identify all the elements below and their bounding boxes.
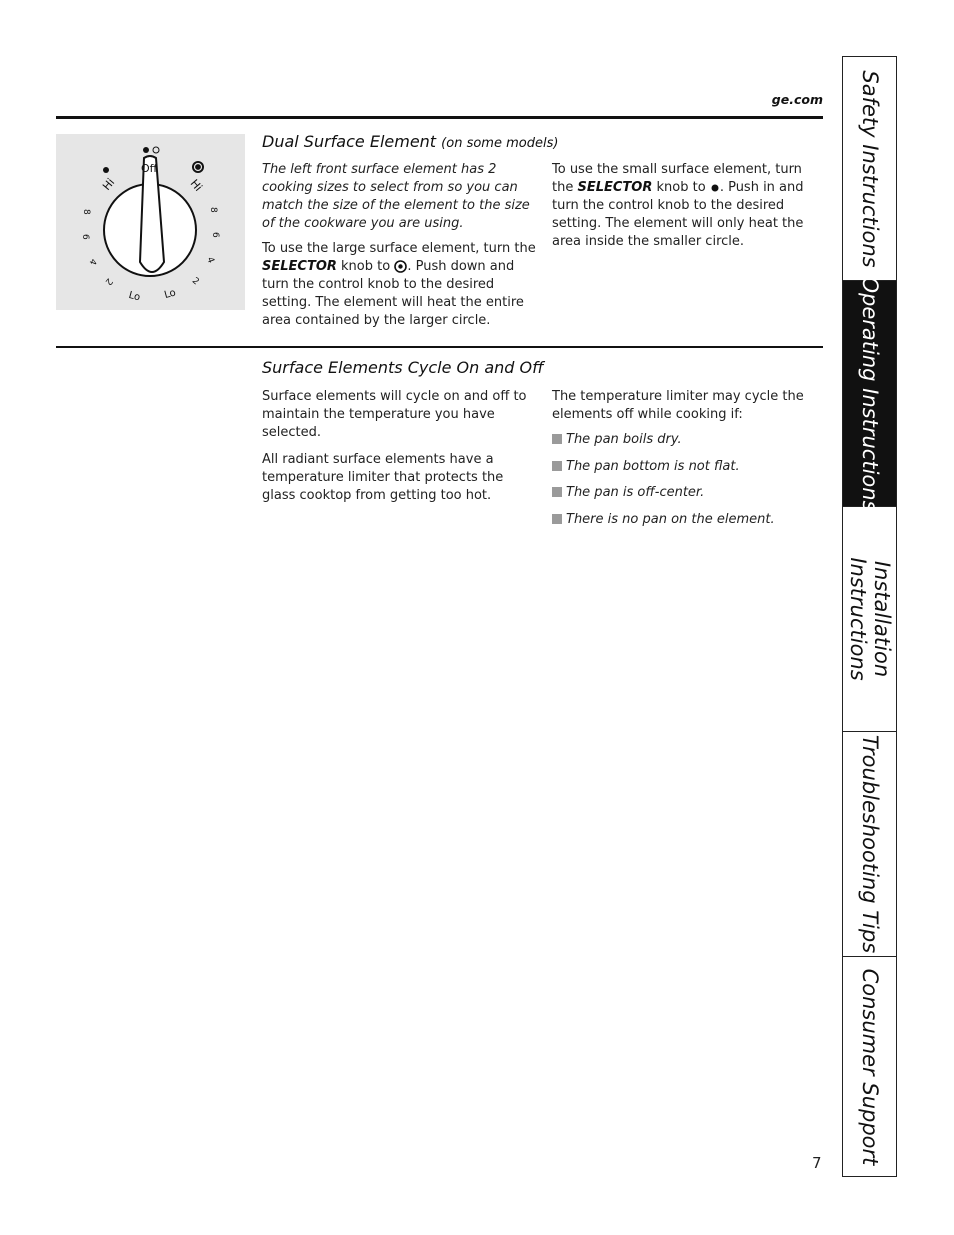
- tab-installation-instructions[interactable]: [843, 507, 896, 732]
- large-element-ring-icon: [153, 147, 159, 153]
- bullet-square-icon: [552, 461, 562, 471]
- dual-paragraph-1: The left front surface element has 2 cooking sizes to select from so you can match the size of the element to the size of the cookware you are using.: [262, 162, 530, 231]
- list-item: [552, 485, 704, 500]
- dual-paragraph-2: [262, 240, 537, 330]
- bullet-text: There is no pan on the element.: [566, 512, 775, 527]
- bullet-square-icon: [552, 487, 562, 497]
- cycle-paragraph-1: Surface elements will cycle on and off to maintain the temperature you have selected.: [262, 389, 527, 440]
- tab-label: Safety Instructions: [857, 69, 882, 268]
- bullet-square-icon: [552, 514, 562, 524]
- section-title-dual-surface: [262, 132, 558, 151]
- header-rule: [56, 116, 823, 119]
- list-item: [552, 512, 775, 527]
- tab-label: Installation Instructions: [845, 557, 894, 681]
- dial-right-6: 6: [210, 232, 220, 238]
- text-fragment: To use the large surface element, turn the: [262, 241, 536, 256]
- dial-right-4: 4: [204, 255, 216, 265]
- list-item: [552, 459, 740, 474]
- dial-right-8: 8: [208, 207, 218, 213]
- dial-left-8: 8: [81, 209, 91, 215]
- small-element-dot-icon: [710, 183, 720, 193]
- left-dot-icon: [103, 167, 109, 173]
- bullet-text: The pan bottom is not flat.: [566, 459, 740, 474]
- site-url: ge.com: [771, 92, 823, 107]
- bullet-square-icon: [552, 434, 562, 444]
- text-fragment: . Push in and turn the control knob to the desired setting. The element will only heat the area inside the smaller circle.: [552, 180, 804, 249]
- text-fragment: To use the small surface element, turn the: [552, 162, 802, 195]
- dual-element-icon: [394, 260, 407, 273]
- section-divider: [56, 346, 823, 348]
- dial-left-2: 2: [102, 275, 114, 287]
- dual-paragraph-3: [552, 161, 824, 251]
- cycle-paragraph-2: All radiant surface elements have a temperature limiter that protects the glass cooktop from getting too hot.: [262, 452, 504, 503]
- tab-consumer-support[interactable]: [843, 957, 896, 1176]
- section-title-cycle: Surface Elements Cycle On and Off: [262, 358, 544, 377]
- section-tabs: [842, 56, 897, 1177]
- dial-left-lo: Lo: [127, 289, 142, 304]
- tab-label: Troubleshooting Tips: [857, 734, 882, 954]
- dial-left-6: 6: [80, 234, 90, 240]
- tab-label: Consumer Support: [857, 968, 882, 1165]
- tab-operating-instructions[interactable]: [843, 276, 896, 511]
- text-fragment: knob to: [656, 180, 706, 195]
- dial-right-lo: Lo: [163, 287, 178, 302]
- bullet-text: The pan boils dry.: [566, 432, 682, 447]
- tab-label: Operating Instructions: [857, 276, 882, 511]
- tab-troubleshooting-tips[interactable]: [843, 732, 896, 957]
- text-fragment: knob to: [341, 259, 391, 274]
- section-title-text: Dual Surface Element: [262, 132, 437, 151]
- bullet-text: The pan is off-center.: [566, 485, 705, 500]
- dual-element-icon: [192, 161, 204, 173]
- tab-safety-instructions[interactable]: [843, 57, 896, 281]
- page-number: 7: [812, 1154, 822, 1172]
- dial-off-label: Off: [141, 162, 158, 175]
- text-fragment: . Push down and turn the control knob to the desired setting. The element will heat the entire area contained by the larger circle.: [262, 259, 524, 328]
- dial-hi-right-label: Hi: [187, 176, 205, 194]
- selector-label: SELECTOR: [262, 259, 337, 274]
- cycle-paragraph-3: The temperature limiter may cycle the elements off while cooking if:: [552, 389, 804, 422]
- small-element-dot-icon: [143, 147, 149, 153]
- control-knob-dial: [56, 134, 245, 310]
- dial-hi-left-label: Hi: [100, 175, 118, 193]
- section-subtitle: (on some models): [441, 136, 559, 151]
- list-item: [552, 432, 682, 447]
- dial-left-4: 4: [86, 257, 98, 266]
- knob-illustration: [56, 134, 245, 310]
- dial-right-2: 2: [189, 276, 201, 288]
- selector-label: SELECTOR: [577, 180, 653, 195]
